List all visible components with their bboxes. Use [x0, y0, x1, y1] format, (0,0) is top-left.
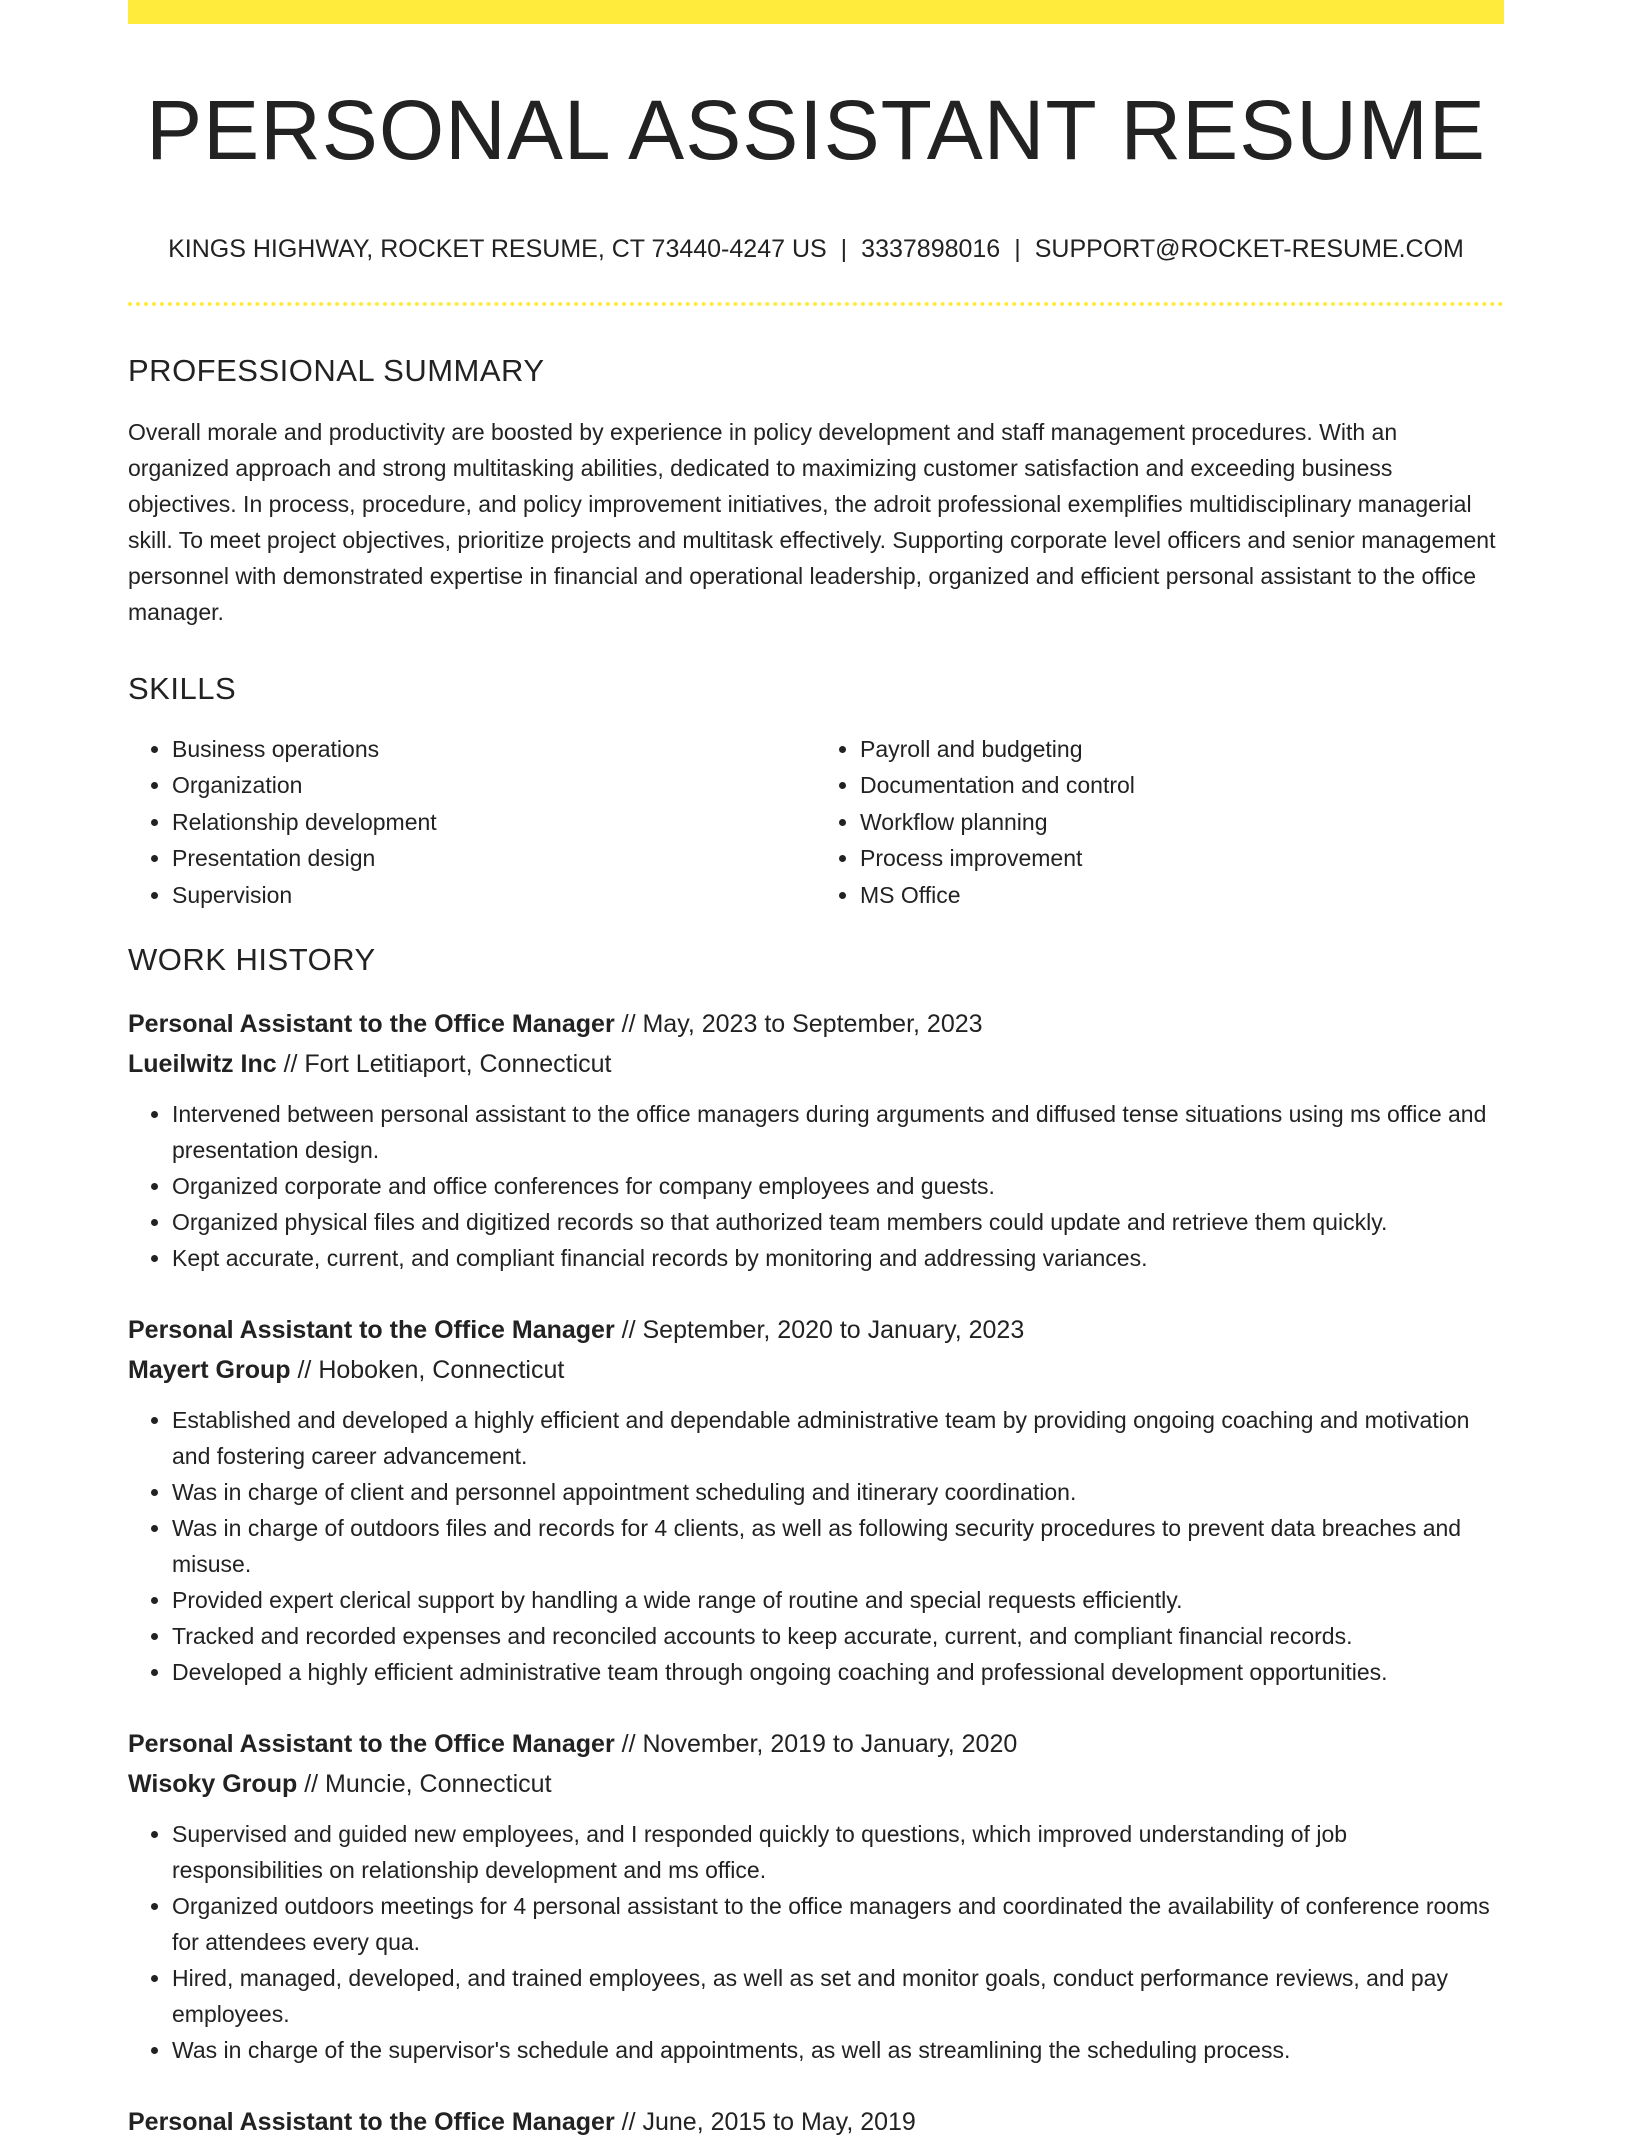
job-bullet: • Provided expert clerical support by handling a wide range of routine and special requests efficiently. — [172, 1582, 1504, 1618]
job-title: Personal Assistant to the Office Manager — [128, 2108, 615, 2137]
skill-item: • Organization — [172, 767, 816, 804]
job-title-line — [128, 2102, 1504, 2142]
header-accent-bar — [128, 0, 1504, 24]
job-bullet: • Organized physical files and digitized records so that authorized team members could update and retrieve them quickly. — [172, 1204, 1504, 1240]
job-company: Lueilwitz Inc — [128, 1050, 277, 1079]
job-bullets — [128, 1816, 1504, 2068]
job-entry — [128, 2102, 1504, 2142]
contact-address: KINGS HIGHWAY, ROCKET RESUME, CT 73440-4247 US — [168, 235, 827, 264]
skills-heading: SKILLS — [128, 670, 237, 706]
skills-list — [128, 731, 1504, 914]
job-entry — [128, 1310, 1504, 1690]
job-location: // Hoboken, Connecticut — [290, 1356, 565, 1385]
job-bullet: • Hired, managed, developed, and trained employees, as well as set and monitor goals, conduct performance reviews, and pay employees. — [172, 1960, 1504, 2032]
job-dates: // May, 2023 to September, 2023 — [614, 1010, 983, 1039]
job-bullet: • Was in charge of client and personnel appointment scheduling and itinerary coordination. — [172, 1474, 1504, 1510]
skill-item: • MS Office — [860, 877, 1504, 914]
job-company-line — [128, 1044, 1504, 1084]
skill-item: • Payroll and budgeting — [860, 731, 1504, 768]
job-company-line — [128, 1350, 1504, 1390]
job-company-line — [128, 1764, 1504, 1804]
job-title-line — [128, 1724, 1504, 1764]
job-location: // Fort Letitiaport, Connecticut — [276, 1050, 612, 1079]
job-title: Personal Assistant to the Office Manager — [128, 1010, 615, 1039]
job-title: Personal Assistant to the Office Manager — [128, 1316, 615, 1345]
resume-page — [128, 0, 1504, 2142]
job-dates: // November, 2019 to January, 2020 — [614, 1730, 1018, 1759]
skill-item: • Process improvement — [860, 840, 1504, 877]
job-bullet: • Was in charge of outdoors files and records for 4 clients, as well as following security procedures to prevent data breaches and misuse. — [172, 1510, 1504, 1582]
job-title: Personal Assistant to the Office Manager — [128, 1730, 615, 1759]
job-location: // Muncie, Connecticut — [297, 1770, 552, 1799]
job-bullet: • Kept accurate, current, and compliant financial records by monitoring and addressing variances. — [172, 1240, 1504, 1276]
job-company: Mayert Group — [128, 1356, 291, 1385]
resume-title: PERSONAL ASSISTANT RESUME — [146, 83, 1486, 177]
job-title-line — [128, 1004, 1504, 1044]
skill-item: • Supervision — [172, 877, 816, 914]
job-entry — [128, 1724, 1504, 2068]
summary-heading: PROFESSIONAL SUMMARY — [128, 353, 545, 389]
contact-email: SUPPORT@ROCKET-RESUME.COM — [1034, 235, 1464, 264]
job-dates: // June, 2015 to May, 2019 — [614, 2108, 916, 2137]
skills-column-left — [128, 731, 816, 914]
job-entry — [128, 1004, 1504, 1276]
work-history-heading: WORK HISTORY — [128, 942, 376, 978]
dotted-divider — [128, 302, 1504, 306]
job-bullet: • Was in charge of the supervisor's schedule and appointments, as well as streamlining the scheduling process. — [172, 2032, 1504, 2068]
job-bullet: • Intervened between personal assistant to the office managers during arguments and diffused tense situations using ms office and presentation design. — [172, 1096, 1504, 1168]
contact-separator: | — [840, 235, 848, 264]
skill-item: • Relationship development — [172, 804, 816, 841]
job-title-line — [128, 1310, 1504, 1350]
contact-separator: | — [1014, 235, 1021, 264]
skill-item: • Documentation and control — [860, 767, 1504, 804]
job-company: Wisoky Group — [128, 1770, 298, 1799]
summary-text: Overall morale and productivity are boosted by experience in policy development and staff management procedures. With an organized approach and strong multitasking abilities, dedicated to maximizing customer satisfaction and exceeding business objectives. In process, procedure, and policy improvement initiatives, the adroit professional exemplifies multidisciplinary managerial skill. To meet project objectives, prioritize projects and multitask effectively. Supporting corporate level officers and senior management personnel with demonstrated expertise in financial and operational leadership, organized and efficient personal assistant to the office manager. — [128, 418, 1496, 625]
job-bullet: • Organized outdoors meetings for 4 personal assistant to the office managers and coordinated the availability of conference rooms for attendees every qua. — [172, 1888, 1504, 1960]
skill-item: • Workflow planning — [860, 804, 1504, 841]
job-dates: // September, 2020 to January, 2023 — [614, 1316, 1025, 1345]
contact-phone: 3337898016 — [861, 235, 1001, 264]
job-bullet: • Organized corporate and office conferences for company employees and guests. — [172, 1168, 1504, 1204]
contact-line — [128, 234, 1504, 264]
job-bullet: • Developed a highly efficient administrative team through ongoing coaching and professional development opportunities. — [172, 1654, 1504, 1690]
skill-item: • Business operations — [172, 731, 816, 768]
job-bullet: • Tracked and recorded expenses and reconciled accounts to keep accurate, current, and compliant financial records. — [172, 1618, 1504, 1654]
job-bullet: • Established and developed a highly efficient and dependable administrative team by providing ongoing coaching and motivation and fostering career advancement. — [172, 1402, 1504, 1474]
skills-column-right — [816, 731, 1504, 914]
skill-item: • Presentation design — [172, 840, 816, 877]
job-bullets — [128, 1096, 1504, 1276]
job-bullets — [128, 1402, 1504, 1690]
job-bullet: • Supervised and guided new employees, and I responded quickly to questions, which improved understanding of job responsibilities on relationship development and ms office. — [172, 1816, 1504, 1888]
